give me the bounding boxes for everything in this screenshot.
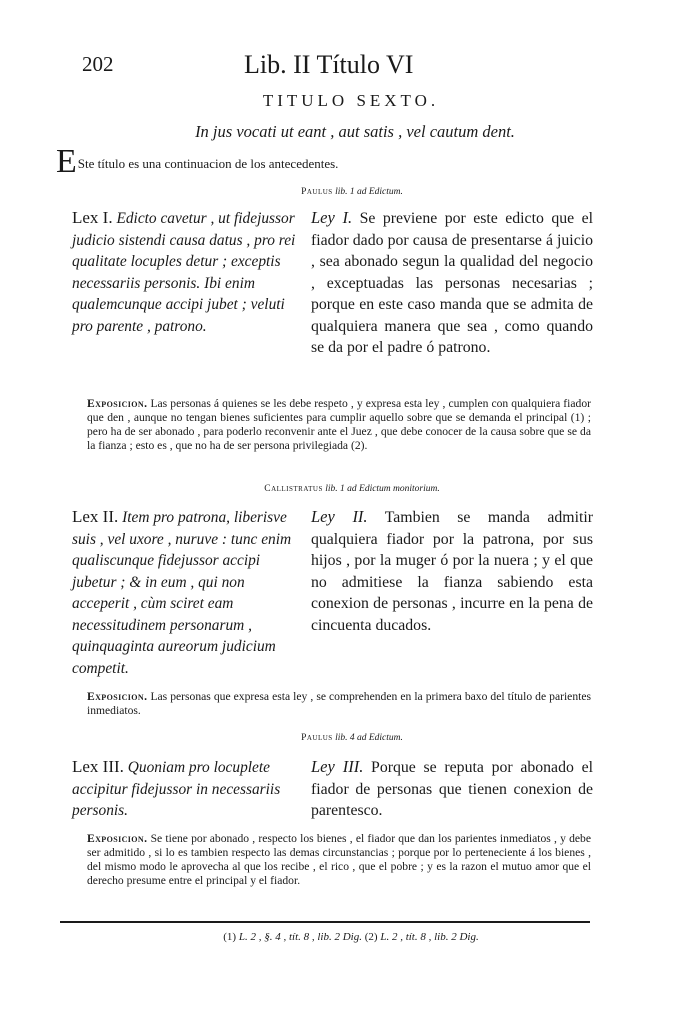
spanish-body: Tambien se manda admitir qualquiera fiador por la patrona, por sus hijos , por la muger ó por la nuera ; y el que no admitiese la fianza sabiendo esta conexion de personas , incurre en la pena de cincuenta ducados. [311, 509, 593, 634]
source-author: Paulus [301, 187, 333, 197]
intro-paragraph [56, 143, 616, 180]
footnote-1-text: L. 2 , §. 4 , tít. 8 , lib. 2 Dig. [238, 931, 362, 943]
drop-cap: E [56, 143, 77, 180]
footnote-divider [60, 921, 590, 923]
exposition-2 [87, 690, 591, 718]
spanish-text-1 [311, 207, 593, 359]
latin-text-3 [72, 756, 296, 822]
running-head: Lib. II Título VI [244, 50, 414, 79]
ley-label: Ley III. [311, 757, 364, 776]
exposition-1 [87, 397, 591, 453]
latin-body: Quoniam pro locuplete accipitur fidejussor in necessariis personis. [72, 759, 281, 819]
source-author: Callistratus [264, 484, 323, 494]
section-subtitle: In jus vocati ut eant , aut satis , vel cautum dent. [195, 122, 515, 141]
latin-text-1 [72, 207, 296, 337]
ley-label: Ley II. [311, 507, 368, 526]
exposition-text: Las personas á quienes se les debe respeto , y expresa esta ley , cumplen con qualquiera fiador que den , aunque no tengan bienes suficientes para cumplir aquello sobre que se demanda el principal (1) ; pero ha de ser abonado , para poderlo reconvenir ante el Juez , que debe conocer de la causa sobre que se da la fianza ; esto es , que no ha de ser persona privilegiada (2). [87, 397, 591, 452]
latin-text-2 [72, 506, 296, 679]
source-line-3 [0, 733, 682, 743]
intro-text: Ste título es una continuacion de los antecedentes. [77, 156, 339, 171]
source-ref: lib. 1 ad Edictum. [335, 187, 403, 197]
exposition-3 [87, 832, 591, 888]
exposition-text: Se tiene por abonado , respecto los bienes , el fiador que dan los parientes inmediatos , y debe ser admitido , si lo es tambien respecto las demas circunstancias ; porque por lo perteneciente á los bienes , del mismo modo le aprovecha al que los recibe , el rico , que el pobre ; y es la razon el mutuo amor que el derecho presume entre el principal y el fiador. [87, 832, 591, 887]
lex-label: Lex I. [72, 208, 113, 227]
footnote-1-marker: (1) [223, 931, 237, 943]
section-title: TITULO SEXTO. [262, 91, 440, 110]
spanish-body: Porque se reputa por abonado el fiador de personas que tienen conexion de parentesco. [311, 759, 593, 819]
exposition-label: Exposicion. [87, 690, 148, 703]
latin-body: Edicto cavetur , ut fidejussor judicio sistendi causa datus , pro rei qualitate locuples detur ; exceptis necessariis personis. Ibi enim qualemcunque accipi jubet ; veluti pro parente , patrono. [72, 210, 296, 335]
footnotes [0, 931, 682, 943]
spanish-body: Se previene por este edicto que el fiador dado por causa de presentarse á juicio , sea abonado segun la qualidad del negocio , exceptuadas las personas necesarias ; porque en este caso manda que se admita de qualquiera manera que sea , como quando se da por el padre ó patrono. [311, 210, 594, 356]
spanish-text-2 [311, 506, 593, 636]
latin-body: Item pro patrona, liberisve suis , vel uxore , nuruve : tunc enim qualiscunque fidejussor accipi jubetur ; & in eum , qui non acceperit , cùm sciret eam necessitudinem personarum , quinquaginta aureorum judicium competit. [72, 509, 292, 677]
spanish-text-3 [311, 756, 593, 822]
source-ref: lib. 4 ad Edictum. [335, 733, 403, 743]
lex-label: Lex III. [72, 757, 124, 776]
source-line-1 [0, 187, 682, 197]
footnote-2-marker: (2) [364, 931, 378, 943]
page-number: 202 [82, 52, 114, 76]
exposition-label: Exposicion. [87, 832, 148, 845]
exposition-label: Exposicion. [87, 397, 148, 410]
exposition-text: Las personas que expresa esta ley , se comprehenden en la primera baxo del título de parientes inmediatos. [87, 690, 592, 717]
footnote-2-text: L. 2 , tít. 8 , lib. 2 Dig. [380, 931, 479, 943]
ley-label: Ley I. [311, 208, 353, 227]
source-line-2 [0, 484, 682, 494]
source-ref: lib. 1 ad Edictum monitorium. [325, 484, 440, 494]
source-author: Paulus [301, 733, 333, 743]
lex-label: Lex II. [72, 507, 119, 526]
